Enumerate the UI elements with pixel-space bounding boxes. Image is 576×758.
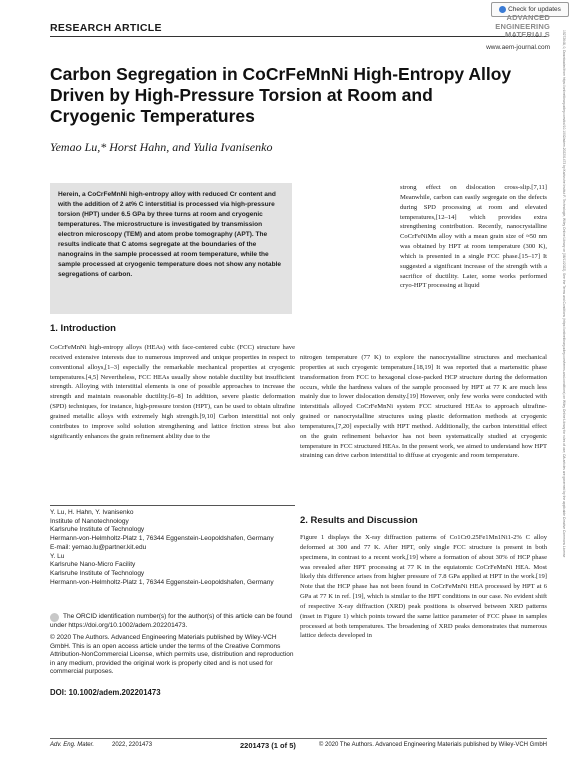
body-paragraph: CoCrFeMnNi high-entropy alloys (HEAs) with face-centered cubic (FCC) structure have received extensive interests due to numerous improved and unique properties in respect to conventional alloys,[1–3] especially the remarkable mechanical properties at cryogenic temperatures.[4,5] Nevertheless, FCC HEAs usually show notable ductility but insufficient strength. Alloying with interstitial elements is one of possible approaches to increase the strength and maintain reasonable ductility.[6–8] In addition, severe plastic deformation (SPD) techniques, for instance, high-pressure torsion (HPT), can be used to obtain ultrafine grained metallic alloys with extremely high strength.[9,10] Carbon interstitial not only contributes to improve solid solution strengthening and lattice friction stress but also significantly enhances the grain refinement ability due to the	[50, 344, 295, 440]
orcid-text: The ORCID identification number(s) for the author(s) of this article can be found under https://doi.org/10.1002/adem.202201473.	[50, 613, 293, 629]
affiliation-line: Y. Lu	[50, 552, 65, 560]
affiliation-line: Institute of Nanotechnology	[50, 517, 129, 525]
footer-copyright: © 2020 The Authors. Advanced Engineering Materials published by Wiley-VCH GmbH	[318, 742, 547, 748]
results-heading: 2. Results and Discussion	[300, 515, 418, 526]
author-list: Yemao Lu,* Horst Hahn, and Yulia Ivanisenko	[50, 140, 273, 154]
affiliation-line: Karlsruhe Nano-Micro Facility	[50, 561, 136, 569]
affiliation-line: Karlsruhe Institute of Technology	[50, 526, 145, 534]
body-paragraph: Figure 1 displays the X-ray diffraction patterns of Co1Cr0.25Fe1Mn1Ni1-2% C alloy deformed at 300 and 77 K. After HPT, only single FCC structure is present in both specimens, in contrast to a recent work,[19] where a formation of about 30% of HCP phase was revealed after HPT processing at 77 K in the equiatomic CoCrFeMnNi HEA. Most likely this difference arises from higher pressure of 7.8 GPa applied at HPT in the work.[19] Note that the HCP phase has not been found in CoCrFeMnNi HEA processed by HPT at 6 GPa at 77 K in ref. [19], which is similar to the HPT conditions in our case. No evident shift of respective X-ray diffraction (XRD) peak positions is observed between XRD patterns (inset in Figure 1) which points toward the same lattice parameter of FCC phase in samples processed at both temperatures. The broadening of XRD peaks demonstrates that numerous lattice defects developed in	[300, 534, 547, 640]
affiliation-line: Karlsruhe Institute of Technology	[50, 569, 145, 577]
logo-line-2: ENGINEERING	[495, 21, 550, 31]
intro-heading: 1. Introduction	[50, 323, 116, 334]
results-text	[300, 533, 547, 641]
article-title: Carbon Segregation in CoCrFeMnNi High-Entropy Alloy Driven by High-Pressure Torsion at Room and Cryogenic Temperatures	[50, 64, 512, 126]
footer-rule	[50, 738, 547, 739]
body-paragraph: nitrogen temperature (77 K) to explore the nanocrystalline structures and mechanical properties at such cryogenic temperature.[18,19] It was reported that a martensitic phase transformation from FCC to hexagonal close-packed HCP structure during the deformation occurs, while the hardness values of the sample processed by HPT at 77 K are much less mainly due to lower dislocation density.[19] However, only few works were conducted with interstitials alloyed CoCrFeMnNi system FCC structured HEAs to approach ultrafine-grained or nanocrystalline structures using plastic deformation methods at cryogenic temperatures,[7,20] especially with HPT method. Additionally, the carbon interstitial effect on the grain refinement behavior has not been systematically studied at cryogenic temperature in FCC structured HEAs. In the present work, we aimed to understand how HPT straining can drive carbon interstitial to diffuse at cryogenic and room temperature.	[300, 354, 547, 460]
footer-year-id: 2022, 2201473	[112, 742, 153, 748]
body-paragraph: strong effect on dislocation cross-slip.[7,11] Meanwhile, carbon can easily segregate on the defects during SPD processing at room and elevated temperatures,[12–14] which provides extra strengthening contribution. Recently, nanocrystalline CoCrFeNiMn alloy with a mean grain size of ≈50 nm was obtained by HPT at room temperature (300 K), which is presented in a single FCC phase.[15–17] It suggested a significant increase of the strength with a sacrifice of ductility. Later, some works performed cryo-HPT processing at liquid	[400, 184, 547, 290]
journal-website-link[interactable]: www.aem-journal.com	[486, 44, 550, 51]
check-updates-label: Check for updates	[508, 6, 561, 13]
body-text-right-middle	[300, 353, 547, 461]
affiliations	[50, 509, 295, 587]
footer-page: 2201473 (1 of 5)	[240, 741, 296, 750]
logo-line-3: MATERIALS	[505, 30, 550, 39]
doi-link[interactable]: DOI: 10.1002/adem.202201473	[50, 688, 161, 697]
update-icon	[499, 6, 506, 13]
affiliation-email[interactable]: E-mail: yemao.lu@partner.kit.edu	[50, 543, 147, 551]
license-note: © 2020 The Authors. Advanced Engineering Materials published by Wiley-VCH GmbH. This is an open access article under the terms of the Creative Commons Attribution-NonCommercial License, which permits use, distribution and reproduction in any medium, provided the original work is properly cited and is not used for commercial purposes.	[50, 634, 294, 676]
download-side-note: 15272648, 0, Downloaded from https://onlinelibrary.wiley.com/doi/10.1002/adem.202201473 by Karlsruhe Institut F. Technologie, Wiley Online Library on [08/11/2022]. See the Terms and Conditions (https://onlinelibrary.wiley.com/terms-and-conditions) on Wiley Online Library for rules of use; OA articles are governed by the applicable Creative Commons License	[562, 30, 566, 558]
affiliation-line: Y. Lu, H. Hahn, Y. Ivanisenko	[50, 509, 134, 516]
section-label: RESEARCH ARTICLE	[50, 22, 162, 34]
abstract-text: Herein, a CoCrFeMnNi high-entropy alloy with reduced Cr content and with the addition of 2 at% C interstitial is processed via high-pressure torsion (HPT) under 6.5 GPa by three turns at room and cryogenic temperatures. The microstructure is investigated by transmission electron microscopy (TEM) and atom probe tomography (APT). The results indicate that C atoms segregate at the boundaries of the nanograins in the sample processed at room temperature, while the sample processed at cryogenic temperature does not show any notable segregations of carbon.	[58, 191, 282, 278]
journal-logo	[458, 14, 550, 40]
logo-line-1: ADVANCED	[506, 13, 550, 22]
affiliation-line: Hermann-von-Helmholtz-Platz 1, 76344 Eggenstein-Leopoldshafen, Germany	[50, 535, 274, 543]
affiliation-line: Hermann-von-Helmholtz-Platz 1, 76344 Eggenstein-Leopoldshafen, Germany	[50, 578, 274, 586]
footer-journal: Adv. Eng. Mater.	[50, 742, 95, 748]
orcid-icon	[50, 613, 59, 622]
orcid-note	[50, 613, 295, 631]
intro-text	[50, 343, 295, 441]
body-text-right-top	[400, 183, 547, 291]
abstract-box	[50, 183, 292, 314]
affiliation-rule	[50, 505, 295, 506]
